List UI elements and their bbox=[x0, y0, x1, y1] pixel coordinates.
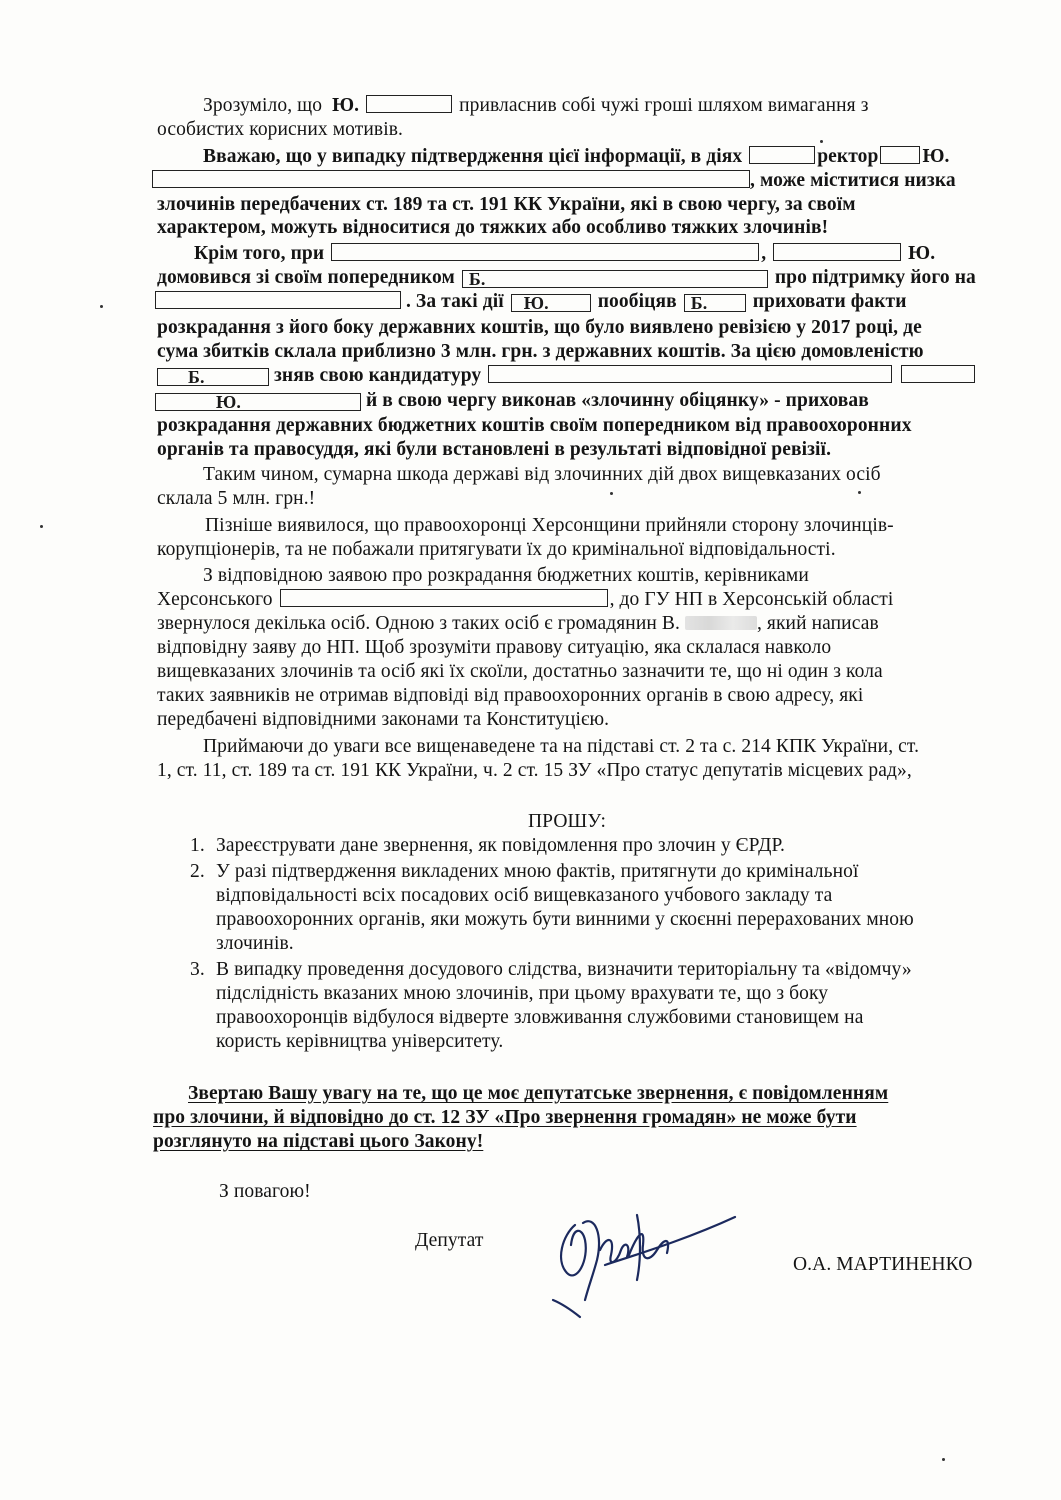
paragraph-line: звернулося декілька осіб. Одною з таких осіб є громадянин В. , який написав bbox=[157, 613, 879, 634]
scan-speck bbox=[942, 1458, 945, 1461]
paragraph-line: вищевказаних злочинів та осіб які їх скоїли, достатньо зазначити те, що ні один з кола bbox=[157, 661, 883, 682]
redaction-box bbox=[280, 589, 608, 607]
request-item: 3. В випадку проведення досудового слідства, визначити територіальну та «відомчу» bbox=[190, 959, 912, 980]
paragraph-line: передбачені відповідними законами та Конституцією. bbox=[157, 709, 610, 730]
scan-speck bbox=[820, 140, 823, 143]
paragraph-line: відповідну заяву до НП. Щоб зрозуміти правову ситуацію, яка склалася навколо bbox=[157, 637, 832, 658]
redaction-box bbox=[880, 146, 920, 164]
notice-line: Звертаю Вашу увагу на те, що це моє депутатське звернення, є повідомленням bbox=[188, 1083, 889, 1104]
paragraph-line: Таким чином, сумарна шкода державі від злочинних дій двох вищевказаних осіб bbox=[203, 464, 881, 485]
scan-speck bbox=[40, 525, 43, 528]
paragraph-line: Ю. й в свою чергу виконав «злочинну обіцянку» - приховав bbox=[155, 389, 869, 413]
redaction-box: Б. bbox=[462, 270, 768, 288]
paragraph-line: Крім того, при , Ю. bbox=[194, 243, 936, 264]
closing: З повагою! bbox=[219, 1181, 311, 1202]
paragraph-line: Приймаючи до уваги все вищенаведене та на підставі ст. 2 та с. 214 КПК України, ст. bbox=[203, 736, 920, 757]
scan-speck bbox=[858, 491, 861, 494]
request-item: 1. Зареєструвати дане звернення, як повідомлення про злочин у ЄРДР. bbox=[190, 835, 785, 856]
request-item-line: правоохоронних органів, яки можуть бути винними у скоєнні перерахованих мною bbox=[216, 909, 914, 930]
redaction-box bbox=[901, 365, 975, 383]
redaction-box bbox=[152, 170, 750, 188]
paragraph-line: розкрадання з його боку державних коштів, що було виявлено ревізією у 2017 році, де bbox=[157, 317, 922, 338]
request-heading: ПРОШУ: bbox=[528, 811, 607, 832]
paragraph-line: розкрадання державних бюджетних коштів своїм попередником від правоохоронних bbox=[157, 415, 912, 436]
signer-name: О.А. МАРТИНЕНКО bbox=[793, 1254, 973, 1275]
notice-line: розглянуто на підставі цього Закону! bbox=[153, 1131, 484, 1152]
signature-icon bbox=[545, 1205, 745, 1320]
paragraph-line: корупціонерів, та не побажали притягувати їх до кримінальної відповідальності. bbox=[157, 539, 836, 560]
paragraph-line: домовився зі своїм попередником Б. про підтримку його на bbox=[157, 267, 976, 289]
notice-line: про злочини, й відповідно до ст. 12 ЗУ «Про звернення громадян» не може бути bbox=[153, 1107, 857, 1128]
paragraph-line: таких заявників не отримав відповіді від правоохоронних органів в свою адресу, які bbox=[157, 685, 864, 706]
paragraph-line: особистих корисних мотивів. bbox=[157, 119, 404, 140]
redaction-box: Б. bbox=[157, 368, 269, 386]
paragraph-line: Б. зняв свою кандидатуру bbox=[157, 364, 977, 388]
paragraph-line: сума збитків склала приблизно 3 млн. грн. з державних коштів. За цією домовленістю bbox=[157, 341, 924, 362]
redaction-box bbox=[749, 146, 815, 164]
paragraph-line: Пізніше виявилося, що правоохоронці Херсонщини прийняли сторону злочинців- bbox=[205, 515, 894, 536]
redaction-box: Ю. bbox=[511, 294, 591, 312]
paragraph-line: . За такі дії Ю. пообіцяв Б. приховати факти bbox=[155, 290, 907, 314]
signer-title: Депутат bbox=[415, 1230, 484, 1251]
paragraph-line: органів та правосуддя, які були встановлені в результаті відповідної ревізії. bbox=[157, 439, 832, 460]
redaction-box bbox=[773, 243, 901, 261]
redaction-box bbox=[155, 291, 401, 309]
request-item-line: користь керівництва університету. bbox=[216, 1031, 504, 1052]
request-item: 2. У разі підтвердження викладених мною фактів, притягнути до кримінальної bbox=[190, 861, 859, 882]
paragraph-line: характером, можуть відноситися до тяжких або особливо тяжких злочинів! bbox=[157, 217, 829, 238]
request-item-line: правоохоронців відбулося відверте зловживання службовими становищем на bbox=[216, 1007, 864, 1028]
redaction-box bbox=[331, 243, 759, 261]
redaction-box bbox=[366, 95, 452, 113]
blurred-name bbox=[685, 616, 757, 630]
redaction-box: Ю. bbox=[155, 393, 361, 411]
paragraph-line: З відповідною заявою про розкрадання бюджетних коштів, керівниками bbox=[203, 565, 809, 586]
paragraph-line: Вважаю, що у випадку підтвердження цієї інформації, в діях ректор Ю. bbox=[203, 146, 950, 167]
paragraph-line: 1, ст. 11, ст. 189 та ст. 191 КК України, ч. 2 ст. 15 ЗУ «Про статус депутатів місцевих рад», bbox=[157, 760, 912, 781]
scan-speck bbox=[610, 492, 613, 495]
request-item-line: підслідність вказаних мною злочинів, при цьому врахувати те, що з боку bbox=[216, 983, 829, 1004]
redaction-box: Б. bbox=[684, 294, 746, 312]
paragraph-line: , може міститися низка bbox=[152, 169, 956, 193]
redaction-box bbox=[488, 365, 892, 383]
paragraph-line: склала 5 млн. грн.! bbox=[157, 488, 316, 509]
scan-speck bbox=[100, 305, 103, 308]
request-item-line: відповідальності всіх посадових осіб вищевказаного учбового закладу та bbox=[216, 885, 833, 906]
paragraph-line: Херсонського , до ГУ НП в Херсонській області bbox=[157, 589, 894, 610]
paragraph-line: Зрозуміло, що Ю. привласнив собі чужі гроші шляхом вимагання з bbox=[203, 95, 869, 116]
paragraph-line: злочинів передбачених ст. 189 та ст. 191 КК України, які в свою чергу, за своїм bbox=[157, 194, 856, 215]
request-item-line: злочинів. bbox=[216, 933, 294, 954]
